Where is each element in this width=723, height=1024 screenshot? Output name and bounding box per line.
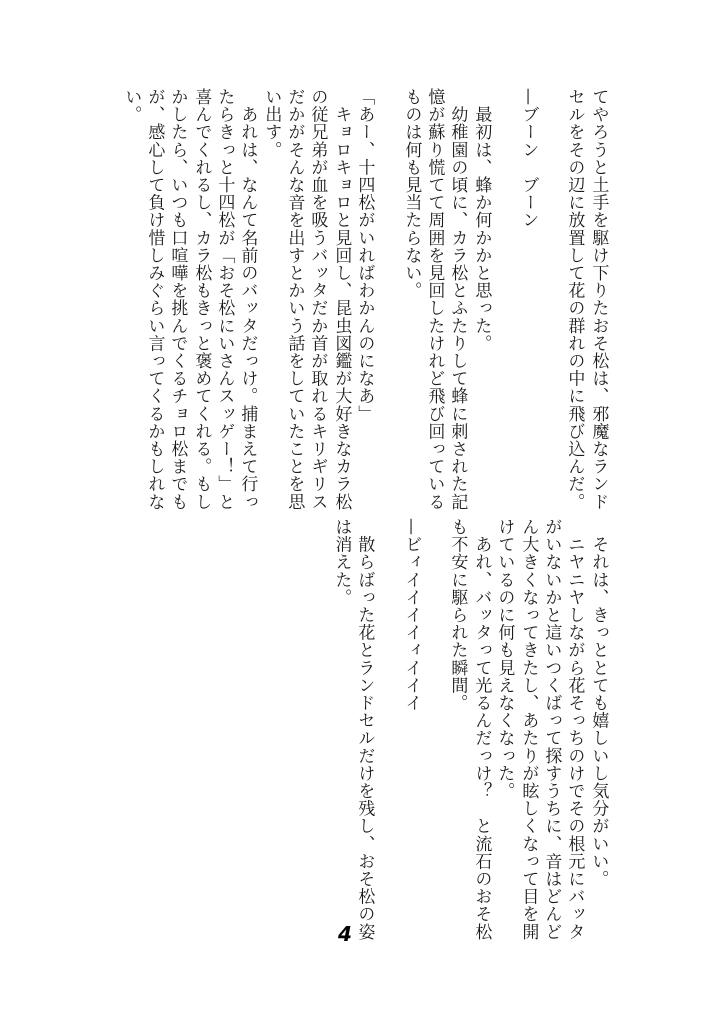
text-column: それは、きっととても嬉しいし気分がいい。 [588,518,609,888]
text-column: あれ、バッタって光るんだっけ？ と流石のおそ松 [471,518,492,941]
text-column: の従兄弟が血を吸うバッタだか首が取れるキリギリス [307,88,328,511]
text-column: かしたら、いつも口喧嘩を挑んでくるチョロ松までも [167,88,188,511]
text-column: セルをその辺に放置して花の群れの中に飛び込んだ。 [564,88,585,511]
text-column: たらきっと十四松が「おそ松にいさんスッゲー！」と [214,88,235,511]
text-column: がいないかと這いつくばって探すうちに、音はどんど [541,518,562,941]
text-column: 喜んでくれるし、カラ松もきっと褒めてくれる。もし [191,88,212,511]
text-column: てやろうと土手を駆け下りたおそ松は、邪魔なランド [588,88,609,511]
text-column: は消えた。 [331,518,352,606]
text-column: 幼稚園の頃に、カラ松とふたりして蜂に刺された記 [447,88,468,511]
page-number: 4 [338,922,352,946]
text-column: ん大きくなってきたし、あたりが眩しくなって目を開 [518,518,539,941]
sound-effect-column: —ブーン ブーン [518,88,539,229]
text-column: が、感心して負け惜しみぐらい言ってくるかもしれな [144,88,165,511]
text-column: 散らばった花とランドセルだけを残し、おそ松の姿 [354,518,375,941]
text-column: ものは何も見当たらない。 [401,88,422,300]
text-column: 最初は、蜂か何かかと思った。 [471,88,492,352]
text-column: も不安に駆られた瞬間。 [447,518,468,712]
dialogue-column: 「あー、十四松がいればわかんのになあ」 [354,88,375,423]
text-column: い出す。 [261,88,282,159]
text-column: けているのに何も見えなくなった。 [494,518,515,800]
sound-effect-column: —ビィイイイイィイイイ [401,518,422,712]
text-column: あれは、なんて名前のバッタだっけ。捕まえて行っ [237,88,258,511]
text-column: 憶が蘇り慌てて周囲を見回したけれど飛び回っている [424,88,445,511]
text-column: い。 [121,88,142,124]
text-column: ニヤニヤしながら花そっちのけでその根元にバッタ [564,518,585,941]
text-column: だかがそんな音を出すとかいう話をしていたことを思 [284,88,305,511]
text-column: キョロキョロと見回し、昆虫図鑑が大好きなカラ松 [331,88,352,511]
